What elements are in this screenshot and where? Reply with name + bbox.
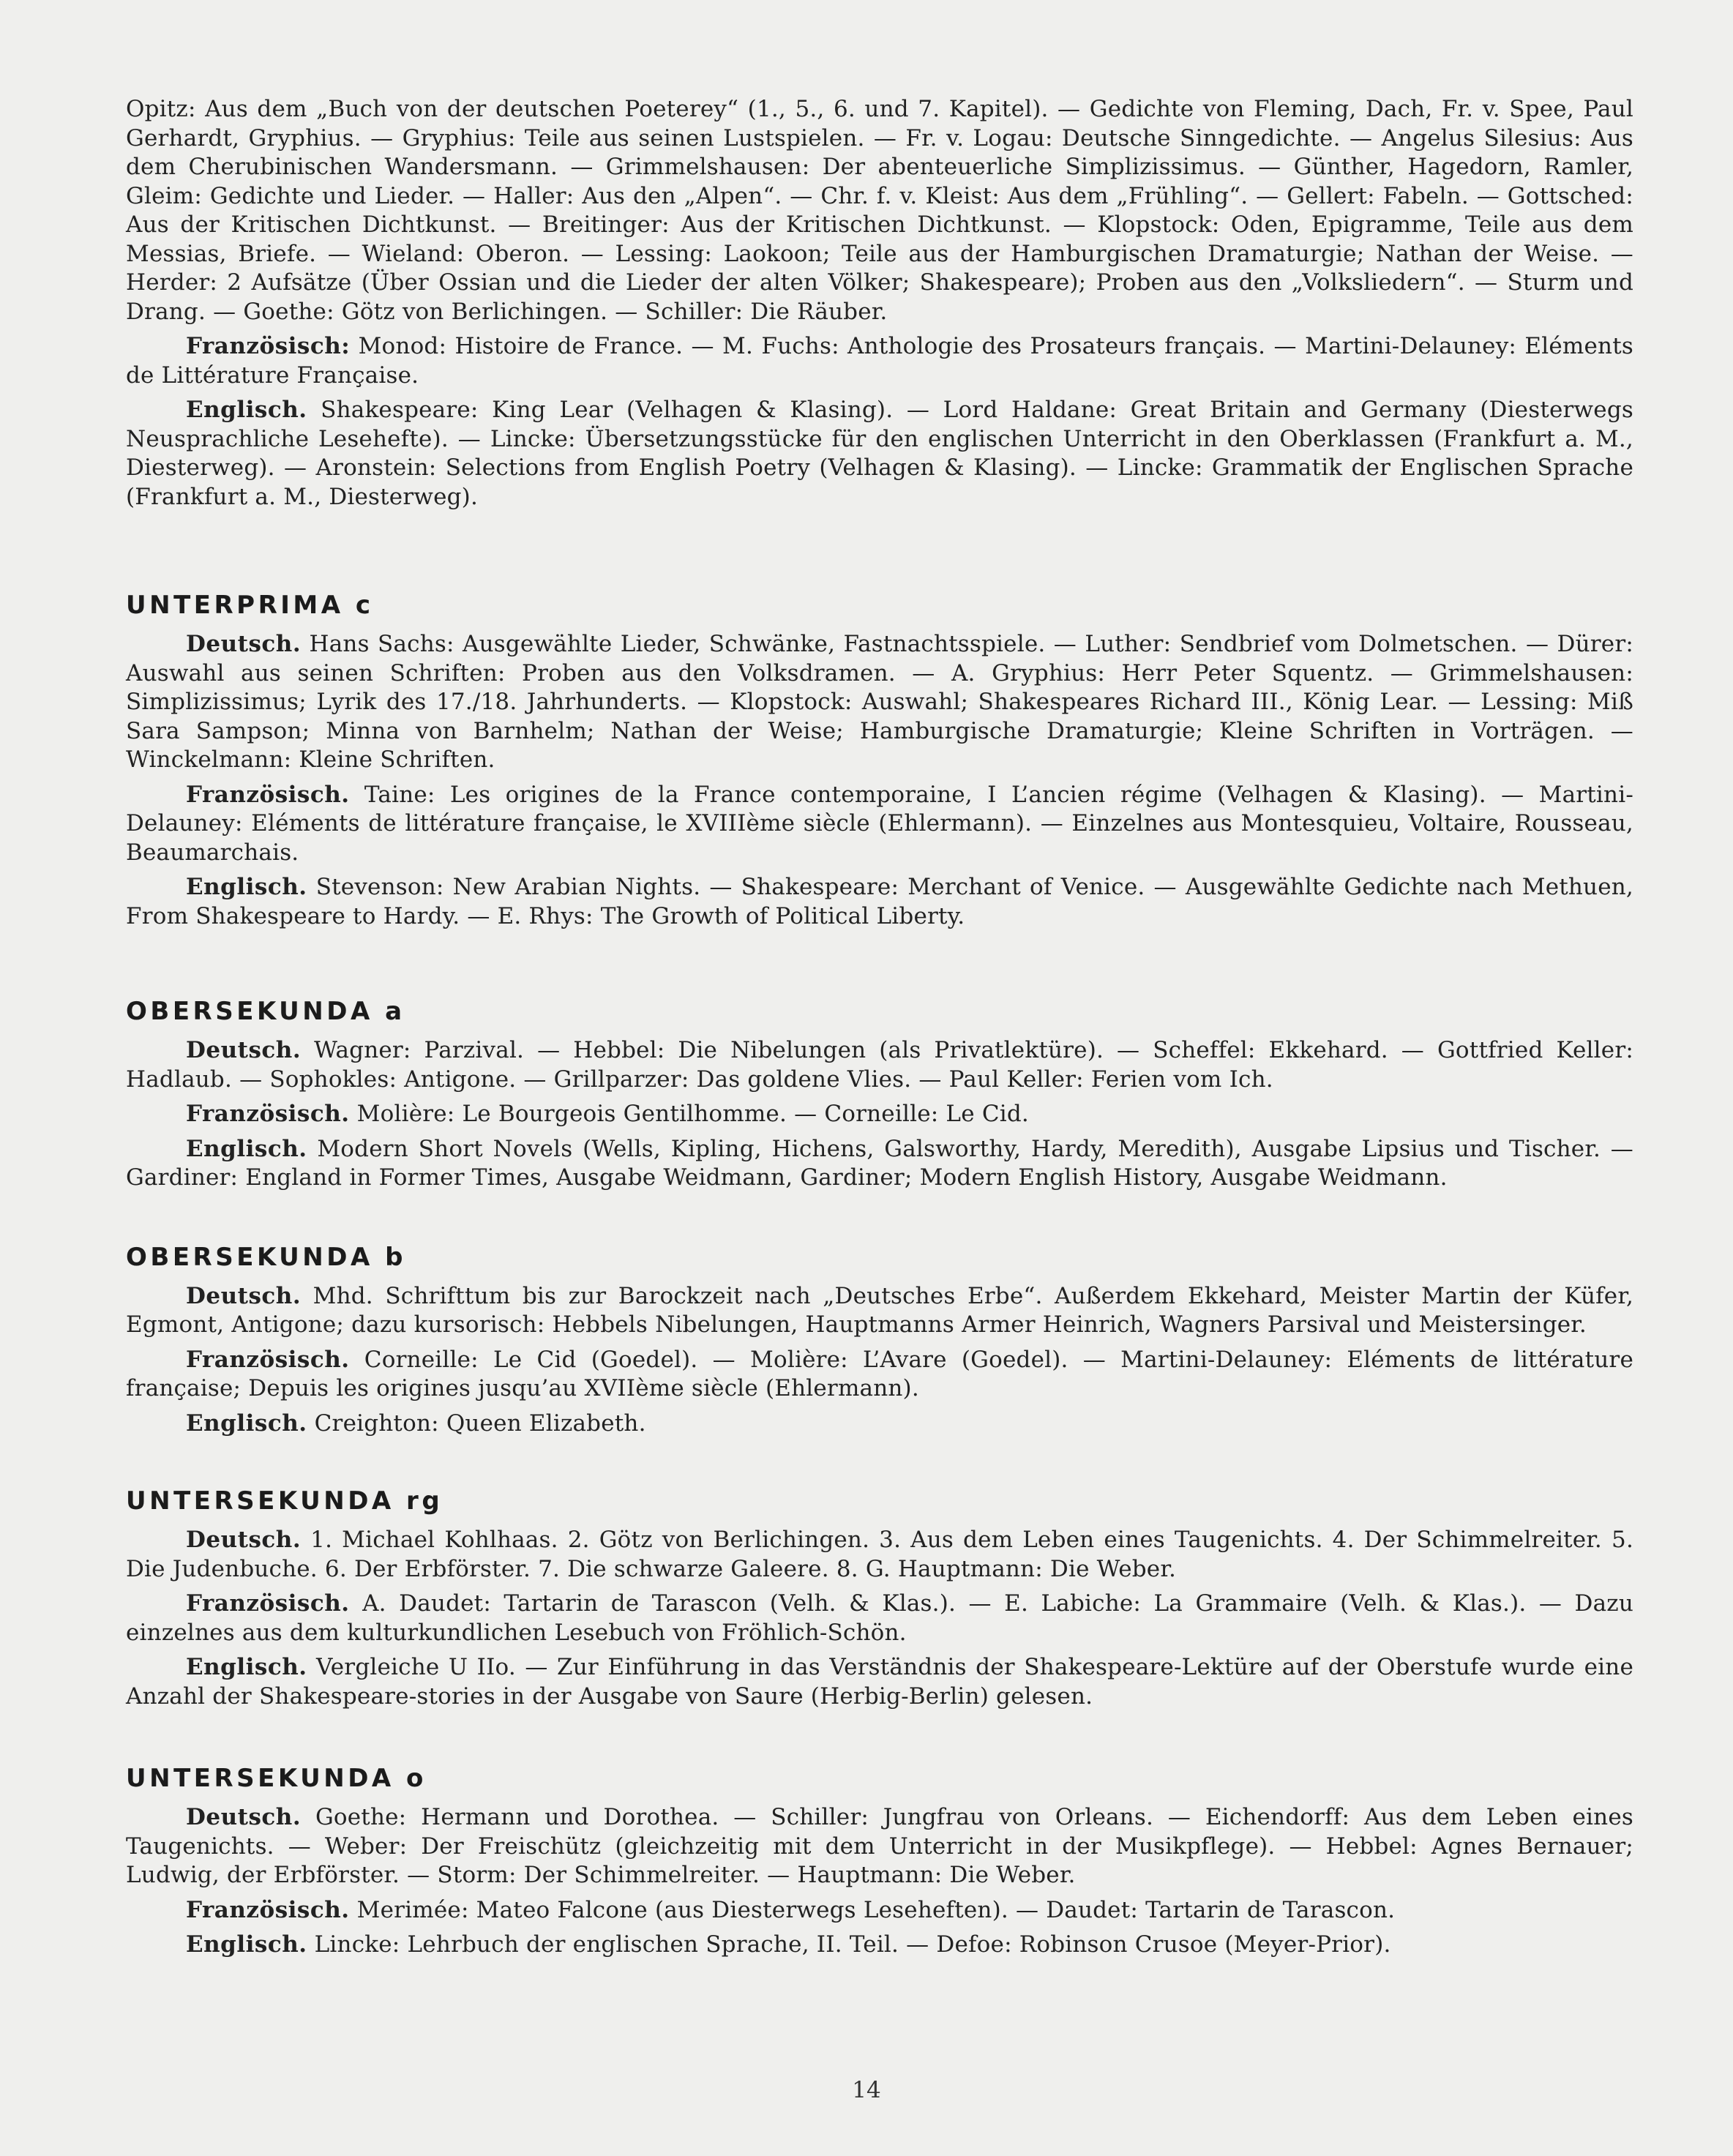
engl-text: Modern Short Novels (Wells, Kipling, Hichens, Galsworthy, Hardy, Meredith), Ausgabe Lipsius und Tischer. — Gardiner: England in Former Times, Ausgabe Weidmann, Gardiner; Modern English History, Ausgabe Weidmann. — [126, 1135, 1633, 1191]
deutsch-paragraph — [126, 1282, 1633, 1340]
section-intro — [126, 95, 1633, 512]
subject-label-franz: Französisch. — [186, 1346, 350, 1373]
franz-text: Molière: Le Bourgeois Gentilhomme. — Corneille: Le Cid. — [356, 1101, 1029, 1127]
deutsch-text: 1. Michael Kohlhaas. 2. Götz von Berlichingen. 3. Aus dem Leben eines Taugenichts. 4. Der Schimmelreiter. 5. Die Judenbuche. 6. Der Erbförster. 7. Die schwarze Galeere. 8. G. Hauptmann: Die Weber. — [126, 1527, 1633, 1582]
section-heading: UNTERPRIMA c — [126, 591, 374, 620]
deutsch-paragraph — [126, 630, 1633, 775]
engl-paragraph — [126, 1931, 1633, 1960]
engl-paragraph — [126, 873, 1633, 931]
deutsch-text: Hans Sachs: Ausgewählte Lieder, Schwänke, Fastnachtsspiele. — Luther: Sendbrief vom Dolmetschen. — Dürer: Auswahl aus seinen Schriften: Proben aus den Volksdramen. — A. Gryphius: Herr Peter Squentz. — Grimmelshausen: Simplizissimus; Lyrik des 17./18. Jahrhunderts. — Klopstock: Auswahl; Shakespeares Richard III., König Lear. — Lessing: Miß Sara Sampson; Minna von Barnhelm; Nathan der Weise; Hamburgische Dramaturgie; Kleine Schriften in Vorträgen. — Winckelmann: Kleine Schriften. — [126, 631, 1633, 773]
subject-label-franz: Französisch: — [186, 333, 351, 359]
subject-label-deutsch: Deutsch. — [186, 1527, 302, 1553]
franz-text: Corneille: Le Cid (Goedel). — Molière: L’Avare (Goedel). — Martini-Delauney: Eléments de littérature française; Depuis les origines jusqu’au XVIIème siècle (Ehlermann). — [126, 1346, 1633, 1401]
deutsch-text: Mhd. Schrifttum bis zur Barockzeit nach „Deutsches Erbe“. Außerdem Ekkehard, Meister Martin der Küfer, Egmont, Antigone; dazu kursorisch: Hebbels Nibelungen, Hauptmanns Armer Heinrich, Wagners Parsival und Meistersinger. — [126, 1282, 1633, 1338]
deutsch-text: Goethe: Hermann und Dorothea. — Schiller: Jungfrau von Orleans. — Eichendorff: Aus dem Leben eines Taugenichts. — Weber: Der Freischütz (gleichzeitig mit dem Unterricht in der Musikpflege). — Hebbel: Agnes Bernauer; Ludwig, der Erbförster. — Storm: Der Schimmelreiter. — Hauptmann: Die Weber. — [126, 1804, 1633, 1888]
franz-paragraph — [126, 1896, 1633, 1925]
deutsch-paragraph — [126, 1803, 1633, 1890]
subject-label-engl: Englisch. — [186, 1135, 307, 1162]
subject-label-engl: Englisch. — [186, 1654, 307, 1680]
franz-paragraph — [126, 1590, 1633, 1647]
engl-paragraph — [126, 1135, 1633, 1193]
subject-label-engl: Englisch. — [186, 874, 307, 900]
subject-label-engl: Englisch. — [186, 397, 307, 423]
section-heading: UNTERSEKUNDA rg — [126, 1486, 443, 1516]
engl-text: Lincke: Lehrbuch der englischen Sprache, II. Teil. — Defoe: Robinson Crusoe (Meyer-Prior). — [314, 1931, 1391, 1958]
deutsch-paragraph — [126, 1036, 1633, 1094]
subject-label-franz: Französisch. — [186, 1896, 350, 1923]
intro-engl-text: Shakespeare: King Lear (Velhagen & Klasing). — Lord Haldane: Great Britain and Germany (Diesterwegs Neusprachliche Lesehefte). — Lincke: Übersetzungsstücke für den englischen Unterricht in den Oberklassen (Frankfurt a. M., Diesterweg). — Aronstein: Selections from English Poetry (Velhagen & Klasing). — Lincke: Grammatik der Englischen Sprache (Frankfurt a. M., Diesterweg). — [126, 397, 1633, 510]
deutsch-text: Wagner: Parzival. — Hebbel: Die Nibelungen (als Privatlektüre). — Scheffel: Ekkehard. — Gottfried Keller: Hadlaub. — Sophokles: Antigone. — Grillparzer: Das goldene Vlies. — Paul Keller: Ferien vom Ich. — [126, 1037, 1633, 1093]
subject-label-franz: Französisch. — [186, 1101, 350, 1127]
subject-label-engl: Englisch. — [186, 1931, 307, 1958]
section-untersekunda-rg — [126, 1486, 1633, 1711]
intro-franz-paragraph — [126, 332, 1633, 390]
subject-label-engl: Englisch. — [186, 1410, 307, 1437]
intro-franz-text: Monod: Histoire de France. — M. Fuchs: Anthologie des Prosateurs français. — Martini-Delauney: Eléments de Littérature Française. — [126, 333, 1633, 389]
section-unterprima-c — [126, 591, 1633, 931]
subject-label-deutsch: Deutsch. — [186, 1037, 302, 1063]
intro-engl-paragraph — [126, 396, 1633, 512]
franz-text: Merimée: Mateo Falcone (aus Diesterwegs Leseheften). — Daudet: Tartarin de Tarascon. — [356, 1896, 1396, 1923]
engl-text: Stevenson: New Arabian Nights. — Shakespeare: Merchant of Venice. — Ausgewählte Gedichte nach Methuen, From Shakespeare to Hardy. — E. Rhys: The Growth of Political Liberty. — [126, 874, 1633, 929]
subject-label-deutsch: Deutsch. — [186, 631, 302, 657]
page-number: 14 — [852, 2077, 881, 2103]
intro-deutsch-text: Opitz: Aus dem „Buch von der deutschen Poeterey“ (1., 5., 6. und 7. Kapitel). — Gedichte von Fleming, Dach, Fr. v. Spee, Paul Gerhardt, Gryphius. — Gryphius: Teile aus seinen Lustspielen. — Fr. v. Logau: Deutsche Sinngedichte. — Angelus Silesius: Aus dem Cherubinischen Wandersmann. — Grimmelshausen: Der abenteuerliche Simplizissimus. — Günther, Hagedorn, Ramler, Gleim: Gedichte und Lieder. — Haller: Aus den „Alpen“. — Chr. f. v. Kleist: Aus dem „Frühling“. — Gellert: Fabeln. — Gottsched: Aus der Kritischen Dichtkunst. — Breitinger: Aus der Kritischen Dichtkunst. — Klopstock: Oden, Epigramme, Teile aus dem Messias, Briefe. — Wieland: Oberon. — Lessing: Laokoon; Teile aus der Hamburgischen Dramaturgie; Nathan der Weise. — Herder: 2 Aufsätze (Über Ossian und die Lieder der alten Völker; Shakespeare); Proben aus den „Volksliedern“. — Sturm und Drang. — Goethe: Götz von Berlichingen. — Schiller: Die Räuber. — [126, 96, 1633, 325]
franz-paragraph — [126, 1346, 1633, 1404]
section-heading: OBERSEKUNDA b — [126, 1242, 406, 1272]
franz-text: Taine: Les origines de la France contemporaine, I L’ancien régime (Velhagen & Klasing). — Martini-Delauney: Eléments de littérature française, le XVIIIème siècle (Ehlermann). — Einzelnes aus Montesquieu, Voltaire, Rousseau, Beaumarchais. — [126, 781, 1633, 866]
intro-deutsch-paragraph — [126, 95, 1633, 326]
engl-paragraph — [126, 1653, 1633, 1711]
section-obersekunda-b — [126, 1243, 1633, 1439]
franz-paragraph — [126, 1100, 1633, 1129]
franz-text: A. Daudet: Tartarin de Tarascon (Velh. & Klas.). — E. Labiche: La Grammaire (Velh. & Klas.). — Dazu einzelnes aus dem kulturkundlichen Lesebuch von Fröhlich-Schön. — [126, 1590, 1633, 1646]
deutsch-paragraph — [126, 1526, 1633, 1584]
subject-label-franz: Französisch. — [186, 1590, 350, 1617]
section-heading: OBERSEKUNDA a — [126, 997, 405, 1026]
subject-label-deutsch: Deutsch. — [186, 1282, 302, 1309]
subject-label-deutsch: Deutsch. — [186, 1804, 302, 1830]
section-obersekunda-a — [126, 997, 1633, 1193]
page-content — [126, 95, 1633, 1966]
engl-text: Vergleiche U IIo. — Zur Einführung in das Verständnis der Shakespeare-Lektüre auf der Oberstufe wurde eine Anzahl der Shakespeare-stories in der Ausgabe von Saure (Herbig-Berlin) gelesen. — [126, 1654, 1633, 1710]
subject-label-franz: Französisch. — [186, 781, 350, 808]
section-untersekunda-o — [126, 1764, 1633, 1960]
engl-paragraph — [126, 1410, 1633, 1439]
engl-text: Creighton: Queen Elizabeth. — [314, 1410, 646, 1437]
section-heading: UNTERSEKUNDA o — [126, 1764, 427, 1793]
franz-paragraph — [126, 781, 1633, 868]
